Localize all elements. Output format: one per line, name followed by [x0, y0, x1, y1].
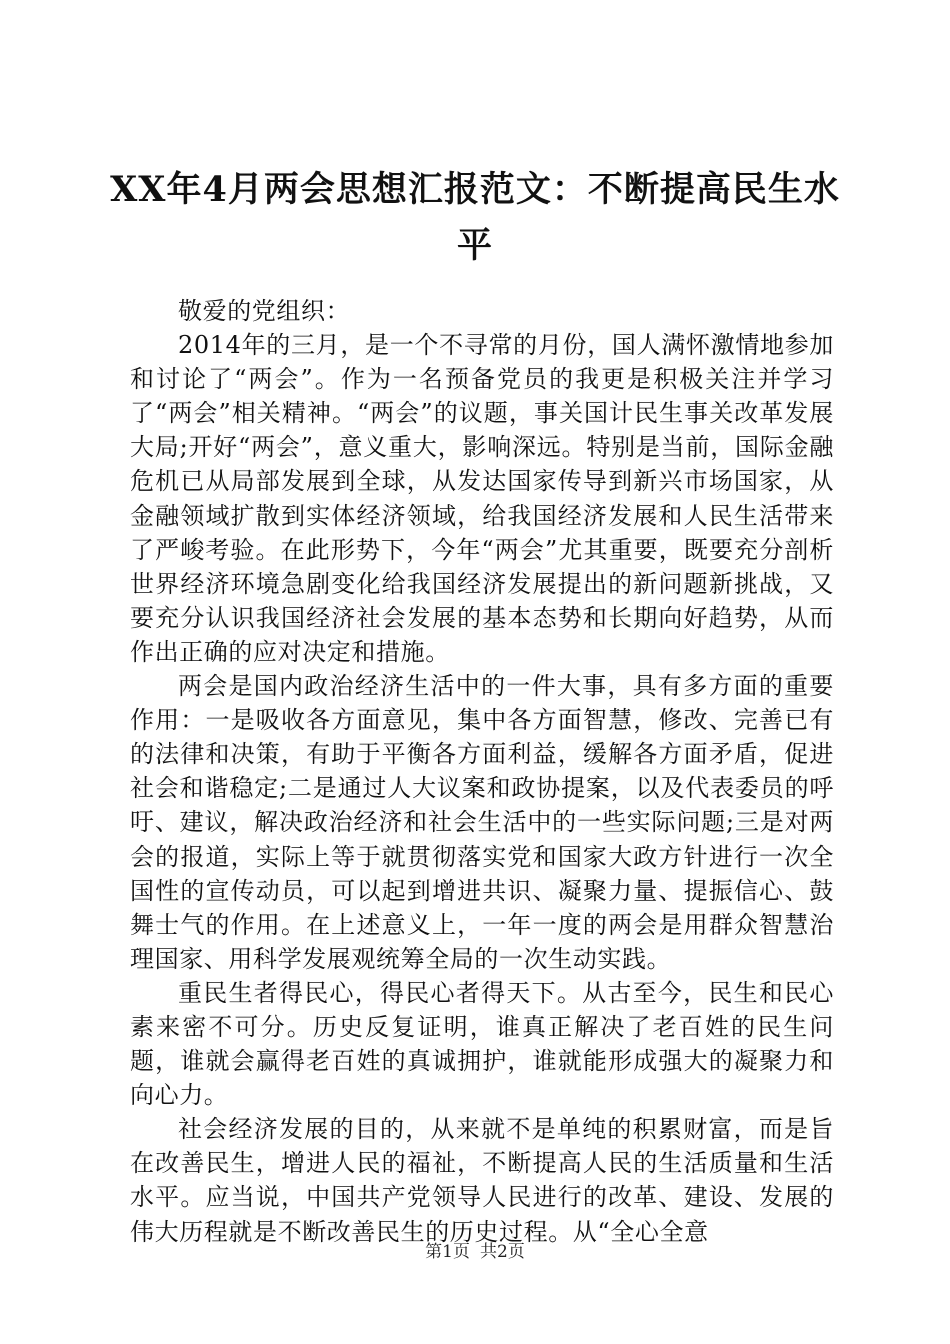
paragraph-3: 重民生者得民心，得民心者得天下。从古至今，民生和民心素来密不可分。历史反复证明，谁真正解决了老百姓的民生问题，谁就会赢得老百姓的真诚拥护，谁就能形成强大的凝聚力和向心力。 — [130, 978, 834, 1110]
document-title: XX年4月两会思想汇报范文：不断提高民生水平 — [110, 169, 840, 266]
paragraph-1: 2014年的三月，是一个不寻常的月份，国人满怀激情地参加和讨论了“两会”。作为一名预备党员的我更是积极关注并学习了“两会”相关精神。“两会”的议题，事关国计民生事关改革发展大局;开好“两会”，意义重大，影响深远。特别是当前，国际金融危机已从局部发展到全球，从发达国家传导到新兴市场国家，从金融领域扩散到实体经济领域，给我国经济发展和人民生活带来了严峻考验。在此形势下，今年“两会”尤其重要，既要充分剖析世界经济环境急剧变化给我国经济发展提出的新问题新挑战，又要充分认识我国经济社会发展的基本态势和长期向好趋势，从而作出正确的应对决定和措施。 — [130, 331, 834, 666]
page-footer — [0, 1240, 950, 1264]
page-total: 共2页 — [480, 1242, 525, 1262]
page-number: 第1页 — [425, 1242, 470, 1262]
paragraph-4: 社会经济发展的目的，从来就不是单纯的积累财富，而是旨在改善民生，增进人民的福祉，不断提高人民的生活质量和生活水平。应当说，中国共产党领导人民进行的改革、建设、发展的伟大历程就是不断改善民生的历史过程。从“全心全意 — [130, 1115, 834, 1246]
paragraph-2: 两会是国内政治经济生活中的一件大事，具有多方面的重要作用：一是吸收各方面意见，集中各方面智慧，修改、完善已有的法律和决策，有助于平衡各方面利益，缓解各方面矛盾，促进社会和谐稳定;二是通过人大议案和政协提案，以及代表委员的呼吁、建议，解决政治经济和社会生活中的一些实际问题;三是对两会的报道，实际上等于就贯彻落实党和国家大政方针进行一次全国性的宣传动员，可以起到增进共识、凝聚力量、提振信心、鼓舞士气的作用。在上述意义上，一年一度的两会是用群众智慧治理国家、用科学发展观统筹全局的一次生动实践。 — [130, 672, 834, 973]
salutation: 敬爱的党组织： — [178, 297, 351, 325]
document-body — [130, 294, 834, 1249]
